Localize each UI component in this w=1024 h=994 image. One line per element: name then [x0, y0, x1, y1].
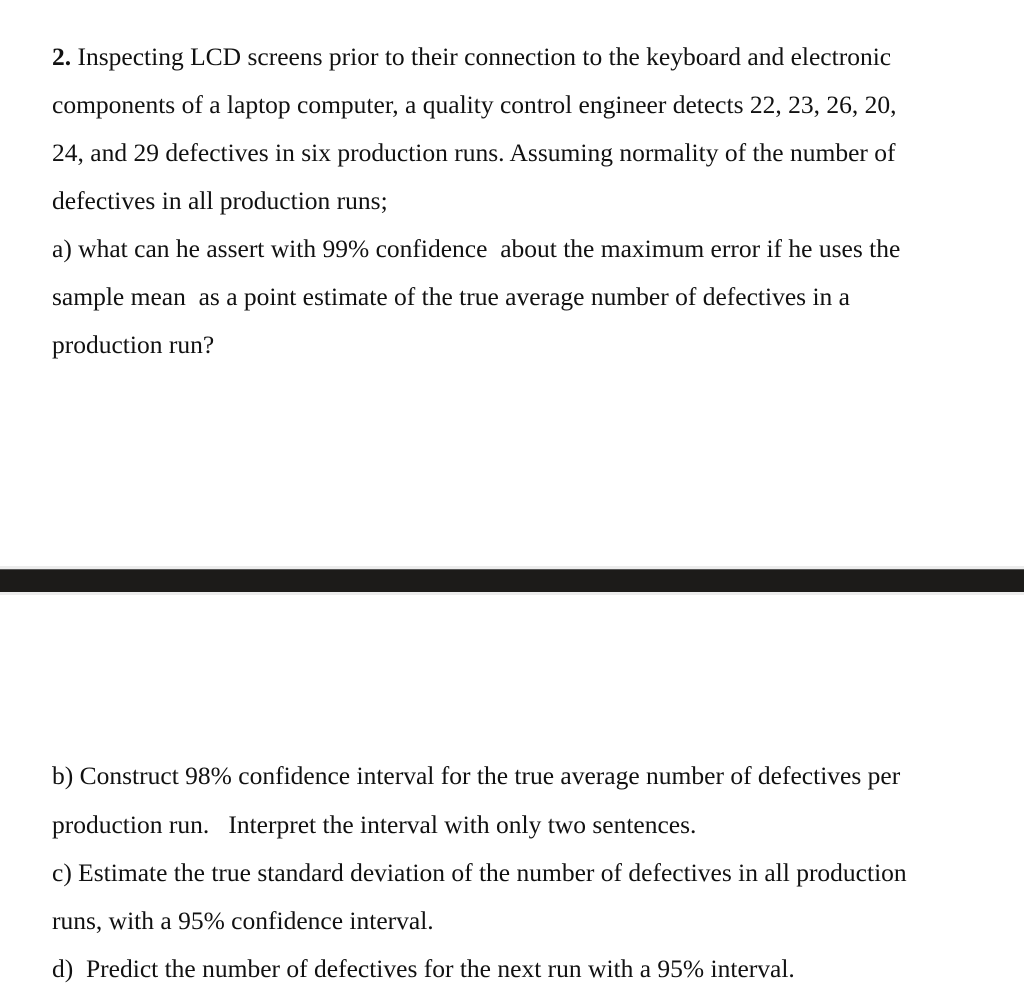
intro-line-1 [52, 42, 891, 72]
part-b-line-1: b) Construct 98% confidence interval for the true average number of defectives per [52, 761, 901, 790]
part-b-line-2: production run. Interpret the interval with only two sentences. [52, 810, 697, 839]
part-c-line-1: c) Estimate the true standard deviation of the number of defectives in all production [52, 858, 907, 887]
intro-line-2: components of a laptop computer, a quality control engineer detects 22, 23, 26, 20, [52, 90, 897, 119]
part-a-line-1: a) what can he assert with 99% confidence about the maximum error if he uses the [52, 234, 901, 263]
part-c-line-2: runs, with a 95% confidence interval. [52, 906, 434, 935]
intro-line-3: 24, and 29 defectives in six production runs. Assuming normality of the number of [52, 138, 896, 167]
part-a-line-3: production run? [52, 330, 215, 359]
question-number: 2. [52, 42, 72, 71]
intro-text: Inspecting LCD screens prior to their connection to the keyboard and electronic [71, 42, 892, 71]
part-a-line-2: sample mean as a point estimate of the true average number of defectives in a [52, 282, 850, 311]
part-d-line-1: d) Predict the number of defectives for the next run with a 95% interval. [52, 954, 795, 983]
page-divider-bar [0, 569, 1024, 592]
intro-line-4: defectives in all production runs; [52, 186, 388, 215]
